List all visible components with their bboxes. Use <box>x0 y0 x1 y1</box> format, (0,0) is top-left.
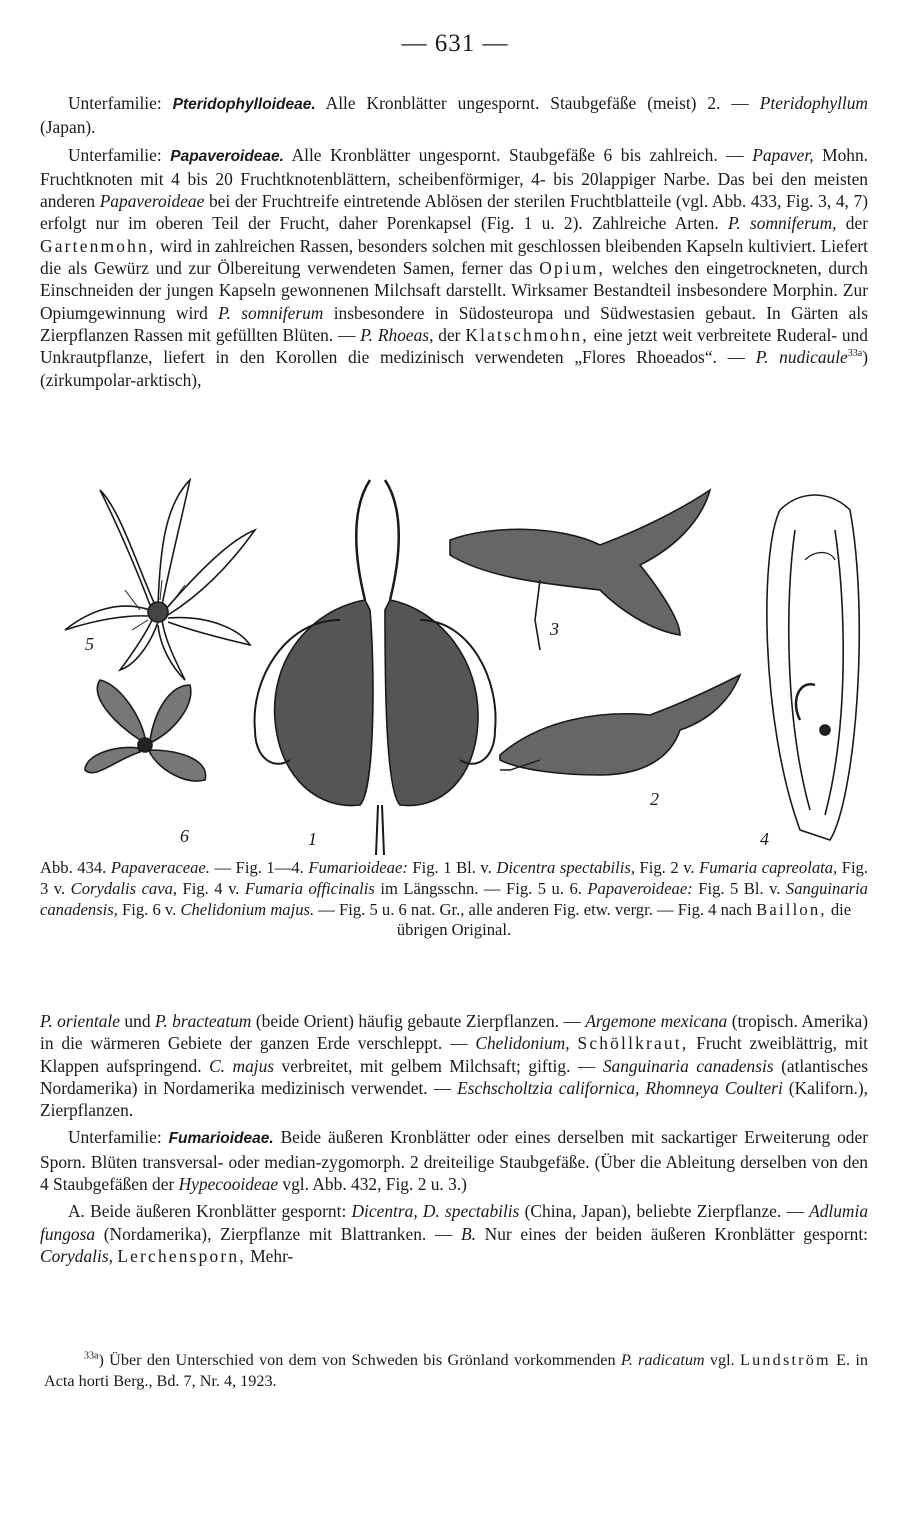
botanical-illustration <box>40 470 875 855</box>
fig-label-2: 2 <box>650 789 659 809</box>
fig-label-1: 1 <box>308 829 317 849</box>
fig-label-3: 3 <box>550 619 559 639</box>
footnote <box>44 1350 868 1392</box>
fig6-chelidonium-flower <box>85 680 206 781</box>
fig-label-5: 5 <box>85 634 94 654</box>
footnote-text: $^{33a}$) Über den Unterschied von dem von Schweden bis Grönland vorkommenden P. radicatum vgl. Lundström E. in Acta horti Berg., Bd. 7, Nr. 4, 1923. <box>44 1350 868 1390</box>
footnote-marker: 33a <box>847 348 863 360</box>
fig-label-6: 6 <box>180 826 189 846</box>
fig-label-4: 4 <box>760 829 769 849</box>
paragraph-dicentra: A. Beide äußeren Kronblätter gespornt: Dicentra, D. spectabilis (China, Japan), beliebte Zierpflanze. — Adlumia fungosa (Nordamerika), Zierpflanze mit Blattranken. — B. Nur eines der beiden äußeren Kronblätter gespornt: Corydalis, Lerchensporn, Mehr- <box>40 1201 869 1266</box>
page-number: — 631 — <box>401 30 509 57</box>
fig2-fumaria-flower <box>500 675 740 775</box>
figure-papaveraceae <box>40 470 875 855</box>
paragraph-orientale: P. orientale und P. bracteatum (beide Orient) häufig gebaute Zierpflanzen. — Argemone mexicana (tropisch. Amerika) in die wärmeren Gebiete der ganzen Erde verschleppt. — Chelidonium, Schöllkraut, Frucht zweiblättrig, mit Klappen aufspringend. C. majus verbreitet, mit gelbem Milchsaft; giftig. — Sanguinaria canadensis (atlantisches Nordamerika) in Nordamerika medizinisch verwendet. — Eschscholtzia californica, Rhomneya Coulteri (Kaliforn.), Zierpflanzen. <box>40 1011 869 1121</box>
caption-last-line: übrigen Original. <box>396 920 512 940</box>
figure-caption: Abb. 434. Papaveraceae. — Fig. 1—4. Fumarioideae: Fig. 1 Bl. v. Dicentra spectabilis, Fig. 2 v. Fumaria capreolata, Fig. 3 v. Corydalis cava, Fig. 4 v. Fumaria officinalis im Längsschn. — Fig. 5 u. 6. Papaveroideae: Fig. 5 Bl. v. Sanguinaria canadensis, Fig. 6 v. Chelidonium majus. — Fig. 5 u. 6 nat. Gr., alle anderen Fig. etw. vergr. — Fig. 4 nach Baillon, die übrigen Original. <box>40 858 868 940</box>
paragraph-pteridophylloideae: Unterfamilie: Pteridophylloideae. Alle Kronblätter ungespornt. Staubgefäße (meist) 2. — Pteridophyllum (Japan). <box>40 93 868 138</box>
paragraph-papaveroideae: Unterfamilie: Papaveroideae. Alle Kronblätter ungespornt. Staubgefäße 6 bis zahlreich. — Papaver, Mohn. Fruchtknoten mit 4 bis 20 Fruchtknotenblättern, scheibenförmiger, 4- bis 20lappiger Narbe. Das bei den meisten anderen Papaveroideae bei der Fruchtreife eintretende Ablösen der sterilen Fruchtblatteile (vgl. Abb. 433, Fig. 3, 4, 7) erfolgt nur im oberen Teil der Frucht, daher Porenkapsel (Fig. 1 u. 2). Zahlreiche Arten. P. somniferum, der Gartenmohn, wird in zahlreichen Rassen, besonders solchen mit geschlossen bleibenden Kapseln kultiviert. Liefert die als Gewürz und zur Ölbereitung verwendeten Samen, ferner das Opium, welches den eingetrockneten, durch Einschneiden der jungen Kapseln gewonnenen Milchsaft darstellt. Wirksamer Bestandteil insbesondere Morphin. Zur Opiumgewinnung wird P. somniferum insbesondere in Südosteuropa und Südwestasien gebaut. In Gärten als Zierpflanzen Rassen mit gefüllten Blüten. — P. Rhoeas, der Klatschmohn, eine jetzt weit verbreitete Ruderal- und Unkrautpflanze, liefert in den Korollen die medizinisch verwendeten „Flores Rhoeados“. — P. nudicaule$^{33a}$) (zirkumpolar-arktisch), <box>40 144 869 390</box>
paragraph-fumarioideae: Unterfamilie: Fumarioideae. Beide äußeren Kronblätter oder eines derselben mit sackartiger Erweiterung oder Sporn. Blüten transversal- oder median-zygomorph. 2 dreiteilige Staubgefäße. (Über die Ableitung derselben von den 4 Staubgefäßen der Hypecooideae vgl. Abb. 432, Fig. 2 u. 3.) <box>40 1127 868 1195</box>
footnote-number: 33a <box>84 1350 99 1362</box>
fig4-fumaria-section <box>767 495 859 840</box>
body-text-top <box>40 92 868 391</box>
body-text-bottom <box>40 1010 868 1267</box>
fig3-corydalis-flower <box>450 490 710 650</box>
